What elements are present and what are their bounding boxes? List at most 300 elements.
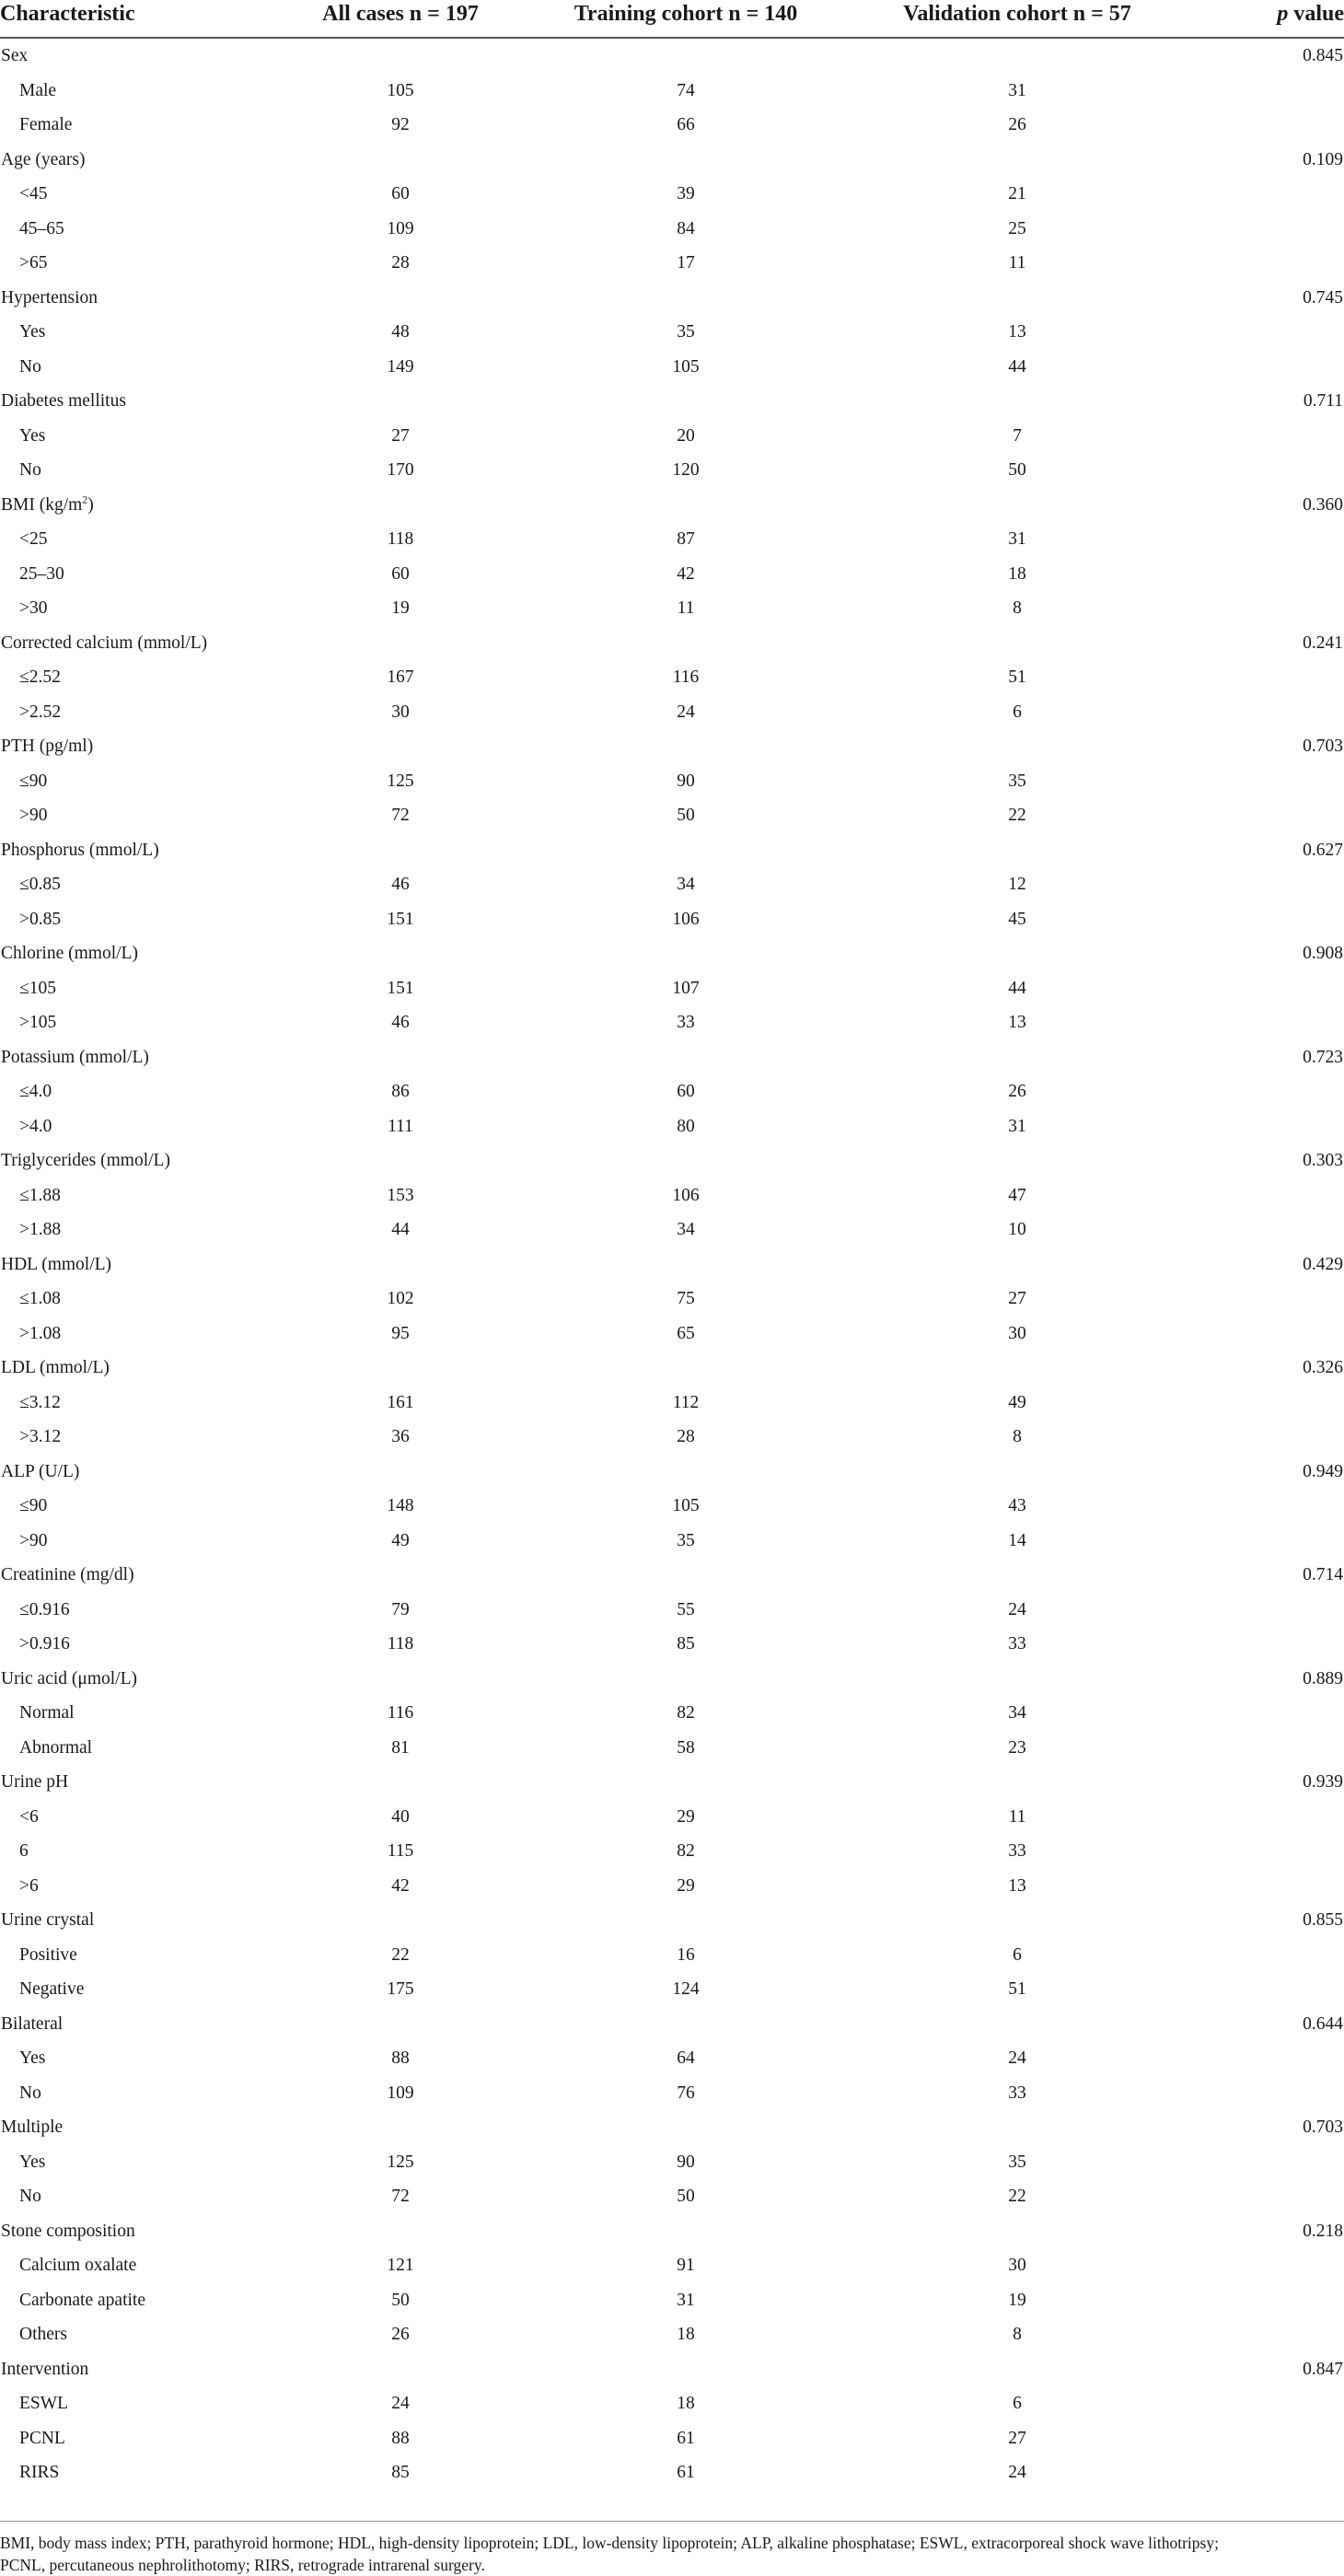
table-row (0, 1005, 1344, 1040)
cell-training-cohort (543, 38, 828, 74)
cell-all-cases: 111 (388, 1116, 413, 1136)
cell-training-cohort: 90 (677, 2152, 695, 2172)
row-category-label (0, 315, 258, 350)
cell-training-cohort: 116 (672, 667, 700, 687)
table-row (0, 108, 1344, 143)
cell-validation-cohort (828, 1455, 1206, 1490)
cell-validation-cohort (828, 1903, 1206, 1938)
row-variable-label (0, 729, 258, 764)
cell-validation-cohort: 22 (1008, 806, 1026, 825)
table-row (0, 1109, 1344, 1144)
cell-validation-cohort (828, 38, 1206, 74)
cell-p-value: 0.644 (1303, 2013, 1343, 2034)
row-category-label (0, 2421, 258, 2456)
cell-training-cohort: 34 (677, 875, 695, 894)
cell-all-cases (258, 143, 543, 178)
row-category-label (0, 350, 258, 385)
label-text: Abnormal (19, 1737, 93, 1758)
cell-p-value: 0.303 (1303, 1151, 1343, 1170)
label-text: Yes (19, 322, 46, 342)
cell-validation-cohort: 14 (1008, 1530, 1026, 1550)
label-superscript: 2 (82, 493, 88, 505)
table-group-row (0, 1558, 1344, 1593)
row-variable-label (0, 1143, 258, 1178)
row-category-label (0, 1213, 258, 1247)
table-row (0, 971, 1344, 1006)
cell-all-cases: 153 (387, 1185, 414, 1205)
cell-all-cases (258, 2214, 543, 2249)
label-text: RIRS (19, 2463, 60, 2482)
cell-all-cases (258, 1765, 543, 1800)
cell-training-cohort: 105 (672, 1496, 700, 1515)
cell-validation-cohort (828, 488, 1206, 523)
row-category-label (0, 1800, 258, 1835)
cell-p-value (1206, 971, 1344, 1006)
cell-p-value (1206, 315, 1344, 350)
cell-validation-cohort: 8 (1013, 598, 1022, 618)
label-text: Yes (19, 425, 46, 446)
table-row (0, 660, 1344, 695)
cell-training-cohort (543, 1143, 828, 1178)
table-group-row (0, 1662, 1344, 1697)
row-variable-label (0, 38, 258, 74)
cell-training-cohort: 124 (672, 1979, 700, 1999)
cell-p-value (1206, 1178, 1344, 1213)
cell-all-cases (258, 1662, 543, 1697)
cell-all-cases (258, 281, 543, 316)
row-category-label (0, 1869, 258, 1904)
cell-training-cohort: 24 (677, 702, 695, 722)
table-row (0, 867, 1344, 902)
label-text: ≤90 (19, 1496, 48, 1515)
cell-validation-cohort: 27 (1008, 1289, 1026, 1308)
cell-training-cohort: 35 (677, 322, 695, 342)
cell-p-value: 0.703 (1303, 737, 1343, 756)
cell-training-cohort: 28 (677, 1427, 695, 1446)
cell-p-value (1206, 419, 1344, 454)
label-text: >1.08 (19, 1323, 62, 1343)
cell-p-value (1206, 1627, 1344, 1662)
cell-all-cases (258, 1558, 543, 1593)
row-variable-label (0, 2007, 258, 2042)
row-variable-label (0, 1662, 258, 1697)
table-row (0, 1972, 1344, 2007)
cell-p-value: 0.939 (1303, 1772, 1343, 1792)
cell-all-cases: 161 (387, 1392, 414, 1412)
cell-validation-cohort: 8 (1013, 1427, 1022, 1446)
cell-p-value: 0.109 (1303, 149, 1343, 169)
row-category-label (0, 108, 258, 143)
table-row (0, 1420, 1344, 1455)
row-variable-label (0, 1903, 258, 1938)
cell-all-cases: 19 (391, 598, 410, 618)
table-row (0, 2041, 1344, 2076)
table-group-row (0, 143, 1344, 178)
table-row (0, 1800, 1344, 1835)
label-text: PCNL (19, 2428, 65, 2448)
cell-training-cohort (543, 143, 828, 178)
cell-training-cohort: 29 (677, 1875, 695, 1896)
table-row (0, 2283, 1344, 2318)
label-text: ≤90 (19, 771, 48, 791)
table-row (0, 2145, 1344, 2180)
row-category-label (0, 1834, 258, 1869)
cell-validation-cohort: 35 (1008, 771, 1026, 791)
row-category-label (0, 867, 258, 902)
cell-validation-cohort (828, 2007, 1206, 2042)
cell-validation-cohort: 21 (1008, 184, 1026, 203)
label-text: >65 (19, 253, 48, 273)
label-text: Urine crystal (1, 1910, 95, 1930)
cell-p-value (1206, 2041, 1344, 2076)
table-row (0, 1593, 1344, 1628)
label-text: ≤2.52 (19, 667, 61, 687)
cell-p-value (1206, 1696, 1344, 1731)
cell-all-cases (258, 384, 543, 419)
table-header (0, 0, 1344, 38)
cell-validation-cohort (828, 626, 1206, 661)
row-category-label (0, 1696, 258, 1731)
cell-all-cases: 72 (391, 2187, 410, 2206)
cell-validation-cohort: 50 (1008, 460, 1026, 480)
cell-validation-cohort: 49 (1008, 1392, 1026, 1412)
row-variable-label (0, 1765, 258, 1800)
row-category-label (0, 74, 258, 109)
cell-validation-cohort: 24 (1008, 1599, 1026, 1619)
label-text: Diabetes mellitus (1, 391, 126, 411)
footnote-line-1: BMI, body mass index; PTH, parathyroid hormone; HDL, high-density lipoprotein; LDL, low-density lipoprotein; ALP, alkaline phosphatase; ESWL, extracorporeal shock wave lithotripsy; (0, 2534, 1219, 2552)
row-variable-label (0, 833, 258, 868)
header-characteristic: Characteristic (0, 0, 258, 38)
cell-p-value (1206, 2179, 1344, 2214)
label-text: Potassium (mmol/L) (1, 1047, 149, 1067)
cell-validation-cohort: 19 (1008, 2290, 1026, 2310)
cell-training-cohort (543, 1662, 828, 1697)
row-category-label (0, 2179, 258, 2214)
cell-p-value (1206, 1800, 1344, 1835)
cell-validation-cohort: 35 (1008, 2152, 1026, 2172)
table-row (0, 315, 1344, 350)
table-row (0, 1282, 1344, 1317)
row-category-label (0, 1109, 258, 1144)
cell-validation-cohort: 26 (1008, 1082, 1026, 1101)
cell-training-cohort: 82 (677, 1703, 695, 1723)
cell-validation-cohort: 13 (1008, 1875, 1026, 1896)
table-group-row (0, 1351, 1344, 1386)
row-variable-label (0, 281, 258, 316)
label-text: Yes (19, 2152, 46, 2172)
cell-all-cases (258, 936, 543, 971)
table-group-row (0, 2110, 1344, 2145)
row-category-label (0, 419, 258, 454)
cell-training-cohort (543, 936, 828, 971)
cell-p-value (1206, 2076, 1344, 2111)
cell-p-value (1206, 1489, 1344, 1524)
cell-p-value (1206, 1869, 1344, 1904)
cell-validation-cohort (828, 1558, 1206, 1593)
label-text: ≤4.0 (19, 1082, 52, 1101)
cell-p-value (1206, 2283, 1344, 2318)
cell-all-cases (258, 2110, 543, 2145)
label-text: Female (19, 115, 73, 134)
row-category-label (0, 798, 258, 833)
cell-p-value (1206, 591, 1344, 626)
cell-all-cases (258, 2352, 543, 2387)
cell-training-cohort: 106 (672, 909, 700, 929)
cell-p-value (1206, 1593, 1344, 1628)
cell-all-cases: 46 (391, 1013, 410, 1032)
table-row (0, 2076, 1344, 2111)
cell-training-cohort (543, 1455, 828, 1490)
cell-all-cases: 44 (391, 1220, 410, 1239)
label-end: ) (87, 494, 94, 515)
label-text: >3.12 (19, 1427, 62, 1446)
cell-validation-cohort (828, 2214, 1206, 2249)
cell-p-value (1206, 74, 1344, 109)
label-text: ≤1.88 (19, 1185, 61, 1205)
cell-validation-cohort (828, 1765, 1206, 1800)
cell-p-value: 0.723 (1303, 1047, 1343, 1067)
table-group-row (0, 1455, 1344, 1490)
cell-validation-cohort: 33 (1008, 1841, 1026, 1861)
label-text: No (19, 356, 41, 377)
cell-all-cases: 60 (391, 184, 410, 203)
cell-validation-cohort: 31 (1008, 80, 1026, 100)
cell-training-cohort: 105 (672, 356, 700, 377)
cell-p-value: 0.847 (1303, 2359, 1343, 2379)
cell-all-cases: 81 (391, 1737, 410, 1758)
cell-training-cohort (543, 2110, 828, 2145)
cell-all-cases: 27 (391, 425, 410, 446)
header-p-value (1206, 0, 1344, 38)
cell-p-value: 0.429 (1303, 1254, 1343, 1274)
cell-p-value (1206, 1386, 1344, 1421)
cell-validation-cohort: 30 (1008, 2256, 1026, 2275)
cell-validation-cohort (828, 2352, 1206, 2387)
row-category-label (0, 1972, 258, 2007)
label-text: >6 (19, 1875, 39, 1896)
cell-all-cases (258, 1351, 543, 1386)
cell-training-cohort: 31 (677, 2290, 695, 2310)
label-text: ESWL (19, 2394, 69, 2413)
cell-validation-cohort: 6 (1013, 1944, 1022, 1965)
table-row (0, 557, 1344, 592)
cell-all-cases: 30 (391, 702, 410, 722)
table-row (0, 2248, 1344, 2283)
cell-all-cases: 24 (391, 2394, 410, 2413)
cell-all-cases (258, 729, 543, 764)
cell-p-value (1206, 798, 1344, 833)
cell-validation-cohort (828, 1247, 1206, 1282)
label-text: LDL (mmol/L) (1, 1358, 110, 1377)
label-text: Intervention (1, 2359, 89, 2379)
row-category-label (0, 2283, 258, 2318)
cell-p-value (1206, 1731, 1344, 1766)
header-p-rest: value (1288, 2, 1344, 26)
table-row (0, 902, 1344, 937)
label-text: Triglycerides (mmol/L) (1, 1151, 170, 1170)
row-category-label (0, 212, 258, 247)
cell-validation-cohort: 13 (1008, 1013, 1026, 1032)
cell-training-cohort: 16 (677, 1944, 695, 1965)
cell-p-value (1206, 522, 1344, 557)
cell-all-cases: 40 (391, 1806, 410, 1827)
label-text: Carbonate apatite (19, 2290, 145, 2310)
header-row (0, 0, 1344, 38)
row-category-label (0, 2317, 258, 2352)
cell-all-cases: 102 (387, 1289, 414, 1308)
table-group-row (0, 1143, 1344, 1178)
row-category-label (0, 1178, 258, 1213)
row-category-label (0, 1317, 258, 1352)
cell-training-cohort: 90 (677, 771, 695, 791)
row-variable-label (0, 1455, 258, 1490)
cell-training-cohort: 74 (677, 80, 695, 100)
table-row (0, 246, 1344, 281)
cell-training-cohort: 66 (677, 115, 695, 134)
label-text: >30 (19, 598, 48, 618)
cell-p-value (1206, 2386, 1344, 2421)
label-text: >4.0 (19, 1116, 52, 1136)
label-text: Others (19, 2325, 67, 2344)
cell-all-cases: 50 (391, 2290, 410, 2310)
table-group-row (0, 2007, 1344, 2042)
label-text: <45 (19, 184, 48, 203)
table-group-row (0, 488, 1344, 523)
cell-p-value (1206, 660, 1344, 695)
cell-validation-cohort (828, 833, 1206, 868)
cell-validation-cohort: 8 (1013, 2325, 1022, 2344)
table-group-row (0, 2214, 1344, 2249)
cell-all-cases: 95 (391, 1323, 410, 1343)
cell-validation-cohort: 7 (1013, 425, 1022, 446)
cell-all-cases: 175 (387, 1979, 414, 1999)
row-variable-label (0, 936, 258, 971)
label-text: ALP (U/L) (1, 1461, 80, 1481)
cell-validation-cohort (828, 2110, 1206, 2145)
label-text: Negative (19, 1979, 85, 1999)
cell-training-cohort: 112 (672, 1392, 700, 1412)
cell-validation-cohort (828, 384, 1206, 419)
cell-training-cohort: 34 (677, 1220, 695, 1239)
label-text: 25–30 (19, 563, 64, 584)
label-text: No (19, 2083, 41, 2103)
label-text: ≤105 (19, 978, 56, 998)
table-group-row (0, 281, 1344, 316)
cell-training-cohort (543, 2352, 828, 2387)
cell-validation-cohort (828, 1040, 1206, 1075)
row-category-label (0, 1386, 258, 1421)
cell-training-cohort: 17 (677, 253, 695, 273)
cell-training-cohort (543, 1765, 828, 1800)
cell-validation-cohort: 44 (1008, 978, 1026, 998)
cell-training-cohort: 75 (677, 1289, 695, 1308)
label-text: Multiple (1, 2118, 64, 2137)
row-variable-label (0, 626, 258, 661)
cell-validation-cohort: 45 (1008, 909, 1026, 929)
cell-p-value (1206, 177, 1344, 212)
cell-all-cases: 88 (391, 2428, 410, 2448)
cell-p-value: 0.703 (1303, 2118, 1343, 2137)
label-text: ≤3.12 (19, 1392, 61, 1412)
cell-all-cases: 121 (387, 2256, 414, 2275)
table-footnote (0, 2532, 1344, 2576)
cell-training-cohort: 120 (672, 460, 700, 480)
cell-all-cases (258, 626, 543, 661)
cell-validation-cohort: 43 (1008, 1496, 1026, 1515)
footnote-divider (0, 2521, 1344, 2522)
cell-all-cases (258, 833, 543, 868)
cell-training-cohort: 76 (677, 2083, 695, 2103)
row-category-label (0, 453, 258, 488)
row-variable-label (0, 143, 258, 178)
label-text: PTH (pg/ml) (1, 737, 94, 756)
cell-p-value (1206, 1317, 1344, 1352)
cell-p-value (1206, 1282, 1344, 1317)
table-row (0, 1213, 1344, 1247)
cell-all-cases: 148 (387, 1496, 414, 1515)
cell-all-cases: 170 (387, 460, 414, 480)
table-group-row (0, 833, 1344, 868)
row-category-label (0, 695, 258, 730)
cell-all-cases: 88 (391, 2048, 410, 2068)
footnote-line-2: PCNL, percutaneous nephrolithotomy; RIRS, retrograde intrarenal surgery. (0, 2556, 485, 2574)
cell-all-cases: 149 (387, 356, 414, 377)
cell-all-cases: 151 (387, 978, 414, 998)
label-text: Positive (19, 1944, 77, 1965)
cell-validation-cohort: 6 (1013, 702, 1022, 722)
cell-all-cases (258, 38, 543, 74)
cell-p-value (1206, 1834, 1344, 1869)
cell-training-cohort: 18 (677, 2325, 695, 2344)
cell-validation-cohort: 33 (1008, 1634, 1026, 1654)
cell-all-cases: 72 (391, 806, 410, 825)
label-text: >90 (19, 806, 48, 825)
table-row (0, 453, 1344, 488)
label-text: HDL (mmol/L) (1, 1254, 112, 1274)
cell-p-value (1206, 1420, 1344, 1455)
cell-training-cohort (543, 281, 828, 316)
label-text: Male (19, 80, 57, 100)
cell-validation-cohort: 13 (1008, 322, 1026, 342)
cell-training-cohort (543, 384, 828, 419)
label-text: Yes (19, 2048, 46, 2068)
cell-training-cohort (543, 2007, 828, 2042)
cell-validation-cohort: 51 (1008, 1979, 1026, 1999)
cell-all-cases: 105 (387, 80, 414, 100)
cell-validation-cohort (828, 936, 1206, 971)
cell-all-cases (258, 1903, 543, 1938)
cell-validation-cohort: 26 (1008, 115, 1026, 134)
row-variable-label (0, 1040, 258, 1075)
cell-all-cases: 60 (391, 563, 410, 584)
label-text: >2.52 (19, 702, 62, 722)
row-variable-label (0, 1558, 258, 1593)
cell-all-cases: 118 (387, 529, 414, 549)
cell-p-value: 0.711 (1303, 391, 1343, 411)
cell-validation-cohort: 11 (1008, 253, 1026, 273)
cell-validation-cohort: 34 (1008, 1703, 1026, 1723)
cell-validation-cohort: 6 (1013, 2394, 1022, 2413)
table-group-row (0, 2352, 1344, 2387)
cell-training-cohort: 29 (677, 1806, 695, 1827)
table-row (0, 1317, 1344, 1352)
label-text: ≤1.08 (19, 1289, 61, 1308)
cell-p-value (1206, 212, 1344, 247)
row-category-label (0, 2041, 258, 2076)
cell-training-cohort: 84 (677, 218, 695, 238)
table-body (0, 38, 1344, 2490)
